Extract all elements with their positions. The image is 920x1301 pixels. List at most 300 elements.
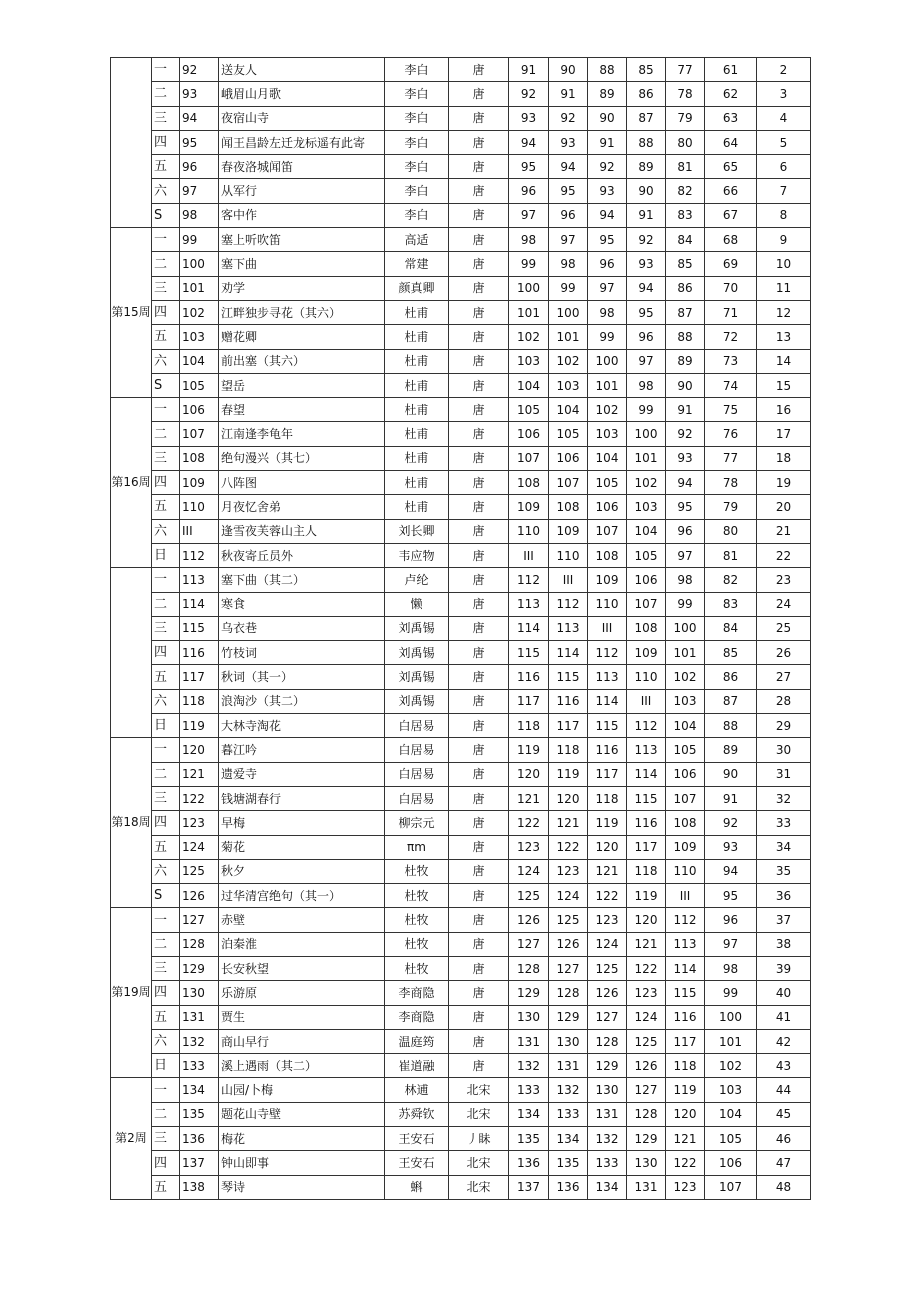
- dynasty-cell: 唐: [449, 1029, 509, 1053]
- review-number-cell: 90: [588, 106, 627, 130]
- day-cell: 六: [152, 179, 180, 203]
- review-number-cell: 71: [705, 300, 757, 324]
- dynasty-cell: 唐: [449, 228, 509, 252]
- review-number-cell: 125: [549, 908, 588, 932]
- review-number-cell: 76: [705, 422, 757, 446]
- review-number-cell: 92: [588, 155, 627, 179]
- dynasty-cell: 唐: [449, 616, 509, 640]
- dynasty-cell: 唐: [449, 252, 509, 276]
- review-number-cell: 118: [509, 714, 549, 738]
- poem-number-cell: 99: [180, 228, 219, 252]
- poem-number-cell: 136: [180, 1127, 219, 1151]
- author-cell: 李商隐: [385, 1005, 449, 1029]
- table-row: [111, 1005, 811, 1029]
- review-number-cell: 93: [549, 130, 588, 154]
- review-number-cell: 120: [627, 908, 666, 932]
- poem-title-cell: 寒食: [219, 592, 385, 616]
- poem-title-cell: 劝学: [219, 276, 385, 300]
- review-number-cell: 85: [666, 252, 705, 276]
- review-number-cell: 109: [509, 495, 549, 519]
- dynasty-cell: 唐: [449, 835, 509, 859]
- review-number-cell: 104: [666, 714, 705, 738]
- review-number-cell: 137: [509, 1175, 549, 1199]
- review-number-cell: 131: [588, 1102, 627, 1126]
- review-number-cell: 104: [705, 1102, 757, 1126]
- author-cell: 白居易: [385, 762, 449, 786]
- author-cell: 李白: [385, 179, 449, 203]
- review-number-cell: 75: [705, 398, 757, 422]
- review-number-cell: 3: [757, 82, 811, 106]
- review-number-cell: 130: [588, 1078, 627, 1102]
- review-number-cell: 132: [509, 1054, 549, 1078]
- review-number-cell: 91: [588, 130, 627, 154]
- review-number-cell: 77: [705, 446, 757, 470]
- day-cell: 三: [152, 106, 180, 130]
- review-number-cell: 72: [705, 325, 757, 349]
- review-number-cell: III: [666, 884, 705, 908]
- poem-number-cell: 126: [180, 884, 219, 908]
- review-number-cell: 101: [705, 1029, 757, 1053]
- poem-number-cell: 112: [180, 543, 219, 567]
- review-number-cell: III: [627, 689, 666, 713]
- dynasty-cell: 唐: [449, 592, 509, 616]
- table-row: [111, 422, 811, 446]
- poem-title-cell: 闻王昌龄左迁龙标遥有此寄: [219, 130, 385, 154]
- author-cell: 刘禹锡: [385, 689, 449, 713]
- review-number-cell: 4: [757, 106, 811, 130]
- review-number-cell: 119: [588, 811, 627, 835]
- review-number-cell: 122: [588, 884, 627, 908]
- review-number-cell: 96: [549, 203, 588, 227]
- review-number-cell: III: [509, 543, 549, 567]
- poem-title-cell: 溪上遇雨（其二）: [219, 1054, 385, 1078]
- poem-title-cell: 从军行: [219, 179, 385, 203]
- dynasty-cell: 唐: [449, 519, 509, 543]
- poem-number-cell: 129: [180, 956, 219, 980]
- review-number-cell: 91: [705, 786, 757, 810]
- poem-title-cell: 赠花卿: [219, 325, 385, 349]
- review-number-cell: III: [549, 568, 588, 592]
- review-number-cell: 104: [627, 519, 666, 543]
- review-number-cell: 107: [666, 786, 705, 810]
- poem-number-cell: 118: [180, 689, 219, 713]
- review-number-cell: 103: [666, 689, 705, 713]
- review-number-cell: 123: [666, 1175, 705, 1199]
- review-number-cell: 108: [627, 616, 666, 640]
- review-number-cell: 22: [757, 543, 811, 567]
- review-number-cell: 87: [627, 106, 666, 130]
- dynasty-cell: 唐: [449, 422, 509, 446]
- dynasty-cell: 唐: [449, 179, 509, 203]
- poem-number-cell: 121: [180, 762, 219, 786]
- review-number-cell: 95: [705, 884, 757, 908]
- review-number-cell: 98: [705, 956, 757, 980]
- poem-number-cell: 127: [180, 908, 219, 932]
- dynasty-cell: 唐: [449, 811, 509, 835]
- review-number-cell: 102: [549, 349, 588, 373]
- review-number-cell: 113: [666, 932, 705, 956]
- review-number-cell: 104: [509, 373, 549, 397]
- poem-title-cell: 梅花: [219, 1127, 385, 1151]
- day-cell: 二: [152, 252, 180, 276]
- dynasty-cell: 唐: [449, 641, 509, 665]
- review-number-cell: 107: [549, 471, 588, 495]
- review-number-cell: 86: [666, 276, 705, 300]
- poem-title-cell: 逢雪夜芙蓉山主人: [219, 519, 385, 543]
- review-number-cell: 130: [549, 1029, 588, 1053]
- review-number-cell: 100: [705, 1005, 757, 1029]
- review-number-cell: 126: [509, 908, 549, 932]
- poem-title-cell: 贾生: [219, 1005, 385, 1029]
- poem-title-cell: 乌衣巷: [219, 616, 385, 640]
- review-number-cell: 121: [588, 859, 627, 883]
- review-number-cell: 136: [509, 1151, 549, 1175]
- table-row: [111, 543, 811, 567]
- dynasty-cell: 唐: [449, 398, 509, 422]
- review-number-cell: 88: [666, 325, 705, 349]
- poem-number-cell: 138: [180, 1175, 219, 1199]
- table-row: [111, 738, 811, 762]
- dynasty-cell: 唐: [449, 1005, 509, 1029]
- poem-title-cell: 月夜忆舍弟: [219, 495, 385, 519]
- review-number-cell: 119: [549, 762, 588, 786]
- review-number-cell: 73: [705, 349, 757, 373]
- poem-number-cell: 135: [180, 1102, 219, 1126]
- review-number-cell: 98: [509, 228, 549, 252]
- dynasty-cell: 唐: [449, 981, 509, 1005]
- review-number-cell: 100: [588, 349, 627, 373]
- review-number-cell: 90: [705, 762, 757, 786]
- poem-number-cell: 115: [180, 616, 219, 640]
- author-cell: 杜甫: [385, 398, 449, 422]
- poem-title-cell: 塞下曲: [219, 252, 385, 276]
- review-number-cell: 81: [705, 543, 757, 567]
- review-number-cell: 106: [509, 422, 549, 446]
- dynasty-cell: 唐: [449, 58, 509, 82]
- author-cell: 李白: [385, 203, 449, 227]
- review-number-cell: 47: [757, 1151, 811, 1175]
- poem-number-cell: 132: [180, 1029, 219, 1053]
- poem-title-cell: 秋夕: [219, 859, 385, 883]
- poem-title-cell: 琴诗: [219, 1175, 385, 1199]
- review-number-cell: 110: [588, 592, 627, 616]
- table-row: [111, 616, 811, 640]
- review-number-cell: 23: [757, 568, 811, 592]
- day-cell: 五: [152, 495, 180, 519]
- dynasty-cell: 唐: [449, 82, 509, 106]
- poem-title-cell: 江南逢李龟年: [219, 422, 385, 446]
- day-cell: 四: [152, 471, 180, 495]
- review-number-cell: 110: [627, 665, 666, 689]
- review-number-cell: 94: [509, 130, 549, 154]
- day-cell: 一: [152, 1078, 180, 1102]
- review-number-cell: 122: [627, 956, 666, 980]
- review-number-cell: 92: [705, 811, 757, 835]
- review-number-cell: 90: [549, 58, 588, 82]
- table-row: [111, 58, 811, 82]
- review-number-cell: 93: [666, 446, 705, 470]
- review-number-cell: 122: [509, 811, 549, 835]
- poem-title-cell: 八阵图: [219, 471, 385, 495]
- review-number-cell: 99: [627, 398, 666, 422]
- review-number-cell: 116: [588, 738, 627, 762]
- review-number-cell: 130: [627, 1151, 666, 1175]
- day-cell: 四: [152, 130, 180, 154]
- poem-number-cell: 123: [180, 811, 219, 835]
- review-number-cell: 8: [757, 203, 811, 227]
- poem-number-cell: 117: [180, 665, 219, 689]
- review-number-cell: 95: [627, 300, 666, 324]
- review-number-cell: 135: [509, 1127, 549, 1151]
- review-number-cell: 124: [627, 1005, 666, 1029]
- author-cell: 柳宗元: [385, 811, 449, 835]
- review-number-cell: 119: [509, 738, 549, 762]
- review-number-cell: 115: [627, 786, 666, 810]
- dynasty-cell: 唐: [449, 908, 509, 932]
- review-number-cell: 7: [757, 179, 811, 203]
- review-number-cell: 93: [627, 252, 666, 276]
- review-number-cell: 102: [588, 398, 627, 422]
- review-number-cell: 102: [509, 325, 549, 349]
- dynasty-cell: 唐: [449, 106, 509, 130]
- review-number-cell: 100: [666, 616, 705, 640]
- poem-schedule-table: [110, 57, 811, 1200]
- poem-title-cell: 浪淘沙（其二）: [219, 689, 385, 713]
- review-number-cell: 115: [666, 981, 705, 1005]
- review-number-cell: 110: [549, 543, 588, 567]
- review-number-cell: 95: [509, 155, 549, 179]
- review-number-cell: 45: [757, 1102, 811, 1126]
- review-number-cell: 99: [666, 592, 705, 616]
- author-cell: 杜甫: [385, 373, 449, 397]
- review-number-cell: 117: [666, 1029, 705, 1053]
- author-cell: 李白: [385, 58, 449, 82]
- review-number-cell: 108: [509, 471, 549, 495]
- review-number-cell: 67: [705, 203, 757, 227]
- review-number-cell: 112: [509, 568, 549, 592]
- table-row: [111, 714, 811, 738]
- review-number-cell: 105: [588, 471, 627, 495]
- day-cell: 三: [152, 276, 180, 300]
- table-row: [111, 373, 811, 397]
- dynasty-cell: 唐: [449, 203, 509, 227]
- poem-title-cell: 长安秋望: [219, 956, 385, 980]
- review-number-cell: 113: [588, 665, 627, 689]
- table-row: [111, 811, 811, 835]
- poem-title-cell: 菊花: [219, 835, 385, 859]
- review-number-cell: 113: [549, 616, 588, 640]
- review-number-cell: 11: [757, 276, 811, 300]
- day-cell: 三: [152, 616, 180, 640]
- day-cell: 一: [152, 568, 180, 592]
- day-cell: 一: [152, 228, 180, 252]
- poem-number-cell: 124: [180, 835, 219, 859]
- review-number-cell: 116: [549, 689, 588, 713]
- day-cell: S: [152, 884, 180, 908]
- review-number-cell: 116: [666, 1005, 705, 1029]
- review-number-cell: 89: [627, 155, 666, 179]
- review-number-cell: 100: [549, 300, 588, 324]
- review-number-cell: 110: [666, 859, 705, 883]
- review-number-cell: 61: [705, 58, 757, 82]
- poem-number-cell: 110: [180, 495, 219, 519]
- dynasty-cell: 唐: [449, 884, 509, 908]
- review-number-cell: 9: [757, 228, 811, 252]
- poem-title-cell: 遗爱寺: [219, 762, 385, 786]
- review-number-cell: 98: [588, 300, 627, 324]
- review-number-cell: 92: [549, 106, 588, 130]
- review-number-cell: 81: [666, 155, 705, 179]
- day-cell: 五: [152, 325, 180, 349]
- review-number-cell: 84: [666, 228, 705, 252]
- review-number-cell: 113: [509, 592, 549, 616]
- poem-title-cell: 秋夜寄丘员外: [219, 543, 385, 567]
- review-number-cell: 99: [549, 276, 588, 300]
- review-number-cell: 28: [757, 689, 811, 713]
- poem-title-cell: 暮江吟: [219, 738, 385, 762]
- review-number-cell: 116: [627, 811, 666, 835]
- dynasty-cell: 北宋: [449, 1175, 509, 1199]
- review-number-cell: 6: [757, 155, 811, 179]
- table-row: [111, 884, 811, 908]
- review-number-cell: 88: [705, 714, 757, 738]
- review-number-cell: 87: [705, 689, 757, 713]
- review-number-cell: 118: [588, 786, 627, 810]
- dynasty-cell: 唐: [449, 543, 509, 567]
- review-number-cell: 116: [509, 665, 549, 689]
- review-number-cell: 112: [588, 641, 627, 665]
- poem-number-cell: 93: [180, 82, 219, 106]
- review-number-cell: 86: [627, 82, 666, 106]
- table-row: [111, 1078, 811, 1102]
- review-number-cell: 134: [549, 1127, 588, 1151]
- review-number-cell: 92: [627, 228, 666, 252]
- poem-number-cell: 134: [180, 1078, 219, 1102]
- poem-title-cell: 春夜洛城闻笛: [219, 155, 385, 179]
- author-cell: 杜牧: [385, 859, 449, 883]
- review-number-cell: 131: [509, 1029, 549, 1053]
- review-number-cell: 96: [705, 908, 757, 932]
- review-number-cell: 41: [757, 1005, 811, 1029]
- review-number-cell: 93: [509, 106, 549, 130]
- day-cell: 四: [152, 981, 180, 1005]
- author-cell: 林逋: [385, 1078, 449, 1102]
- review-number-cell: 118: [627, 859, 666, 883]
- review-number-cell: 101: [509, 300, 549, 324]
- poem-title-cell: 商山早行: [219, 1029, 385, 1053]
- review-number-cell: 112: [627, 714, 666, 738]
- author-cell: 常建: [385, 252, 449, 276]
- review-number-cell: 97: [666, 543, 705, 567]
- poem-title-cell: 塞下曲（其二）: [219, 568, 385, 592]
- author-cell: 杜牧: [385, 932, 449, 956]
- review-number-cell: 77: [666, 58, 705, 82]
- review-number-cell: 128: [588, 1029, 627, 1053]
- review-number-cell: 14: [757, 349, 811, 373]
- dynasty-cell: 唐: [449, 859, 509, 883]
- review-number-cell: 105: [705, 1127, 757, 1151]
- author-cell: 杜甫: [385, 422, 449, 446]
- review-number-cell: 84: [705, 616, 757, 640]
- day-cell: 二: [152, 762, 180, 786]
- table-row: [111, 471, 811, 495]
- poem-title-cell: 泊秦淮: [219, 932, 385, 956]
- review-number-cell: 96: [666, 519, 705, 543]
- review-number-cell: 117: [549, 714, 588, 738]
- review-number-cell: 126: [549, 932, 588, 956]
- review-number-cell: 31: [757, 762, 811, 786]
- table-row: [111, 689, 811, 713]
- review-number-cell: 123: [588, 908, 627, 932]
- review-number-cell: 97: [627, 349, 666, 373]
- poem-number-cell: 113: [180, 568, 219, 592]
- dynasty-cell: 唐: [449, 665, 509, 689]
- poem-title-cell: 绝句漫兴（其七）: [219, 446, 385, 470]
- review-number-cell: 34: [757, 835, 811, 859]
- review-number-cell: 13: [757, 325, 811, 349]
- dynasty-cell: 唐: [449, 689, 509, 713]
- week-label: 第2周: [111, 1078, 152, 1199]
- poem-number-cell: 106: [180, 398, 219, 422]
- day-cell: 五: [152, 665, 180, 689]
- review-number-cell: 83: [666, 203, 705, 227]
- review-number-cell: 95: [588, 228, 627, 252]
- review-number-cell: 89: [588, 82, 627, 106]
- review-number-cell: 133: [588, 1151, 627, 1175]
- review-number-cell: 133: [549, 1102, 588, 1126]
- dynasty-cell: 唐: [449, 932, 509, 956]
- review-number-cell: 125: [509, 884, 549, 908]
- review-number-cell: 42: [757, 1029, 811, 1053]
- review-number-cell: 33: [757, 811, 811, 835]
- review-number-cell: 115: [588, 714, 627, 738]
- review-number-cell: 106: [666, 762, 705, 786]
- review-number-cell: 69: [705, 252, 757, 276]
- table-row: [111, 155, 811, 179]
- table-row: [111, 665, 811, 689]
- review-number-cell: 82: [666, 179, 705, 203]
- week-label: 第18周: [111, 738, 152, 908]
- table-row: [111, 592, 811, 616]
- review-number-cell: 119: [627, 884, 666, 908]
- author-cell: 杜牧: [385, 908, 449, 932]
- review-number-cell: 39: [757, 956, 811, 980]
- review-number-cell: 122: [666, 1151, 705, 1175]
- day-cell: 六: [152, 349, 180, 373]
- table-row: [111, 1054, 811, 1078]
- review-number-cell: 99: [588, 325, 627, 349]
- review-number-cell: 96: [509, 179, 549, 203]
- day-cell: 二: [152, 422, 180, 446]
- review-number-cell: 94: [588, 203, 627, 227]
- table-body: [111, 58, 811, 1200]
- dynasty-cell: 唐: [449, 568, 509, 592]
- table-row: [111, 835, 811, 859]
- review-number-cell: 106: [705, 1151, 757, 1175]
- dynasty-cell: 北宋: [449, 1102, 509, 1126]
- author-cell: 杜牧: [385, 884, 449, 908]
- table-row: [111, 325, 811, 349]
- author-cell: 李白: [385, 106, 449, 130]
- review-number-cell: 112: [549, 592, 588, 616]
- table-row: [111, 228, 811, 252]
- author-cell: 刘禹锡: [385, 641, 449, 665]
- poem-title-cell: 客中作: [219, 203, 385, 227]
- review-number-cell: 128: [627, 1102, 666, 1126]
- dynasty-cell: 唐: [449, 495, 509, 519]
- poem-title-cell: 望岳: [219, 373, 385, 397]
- day-cell: 日: [152, 714, 180, 738]
